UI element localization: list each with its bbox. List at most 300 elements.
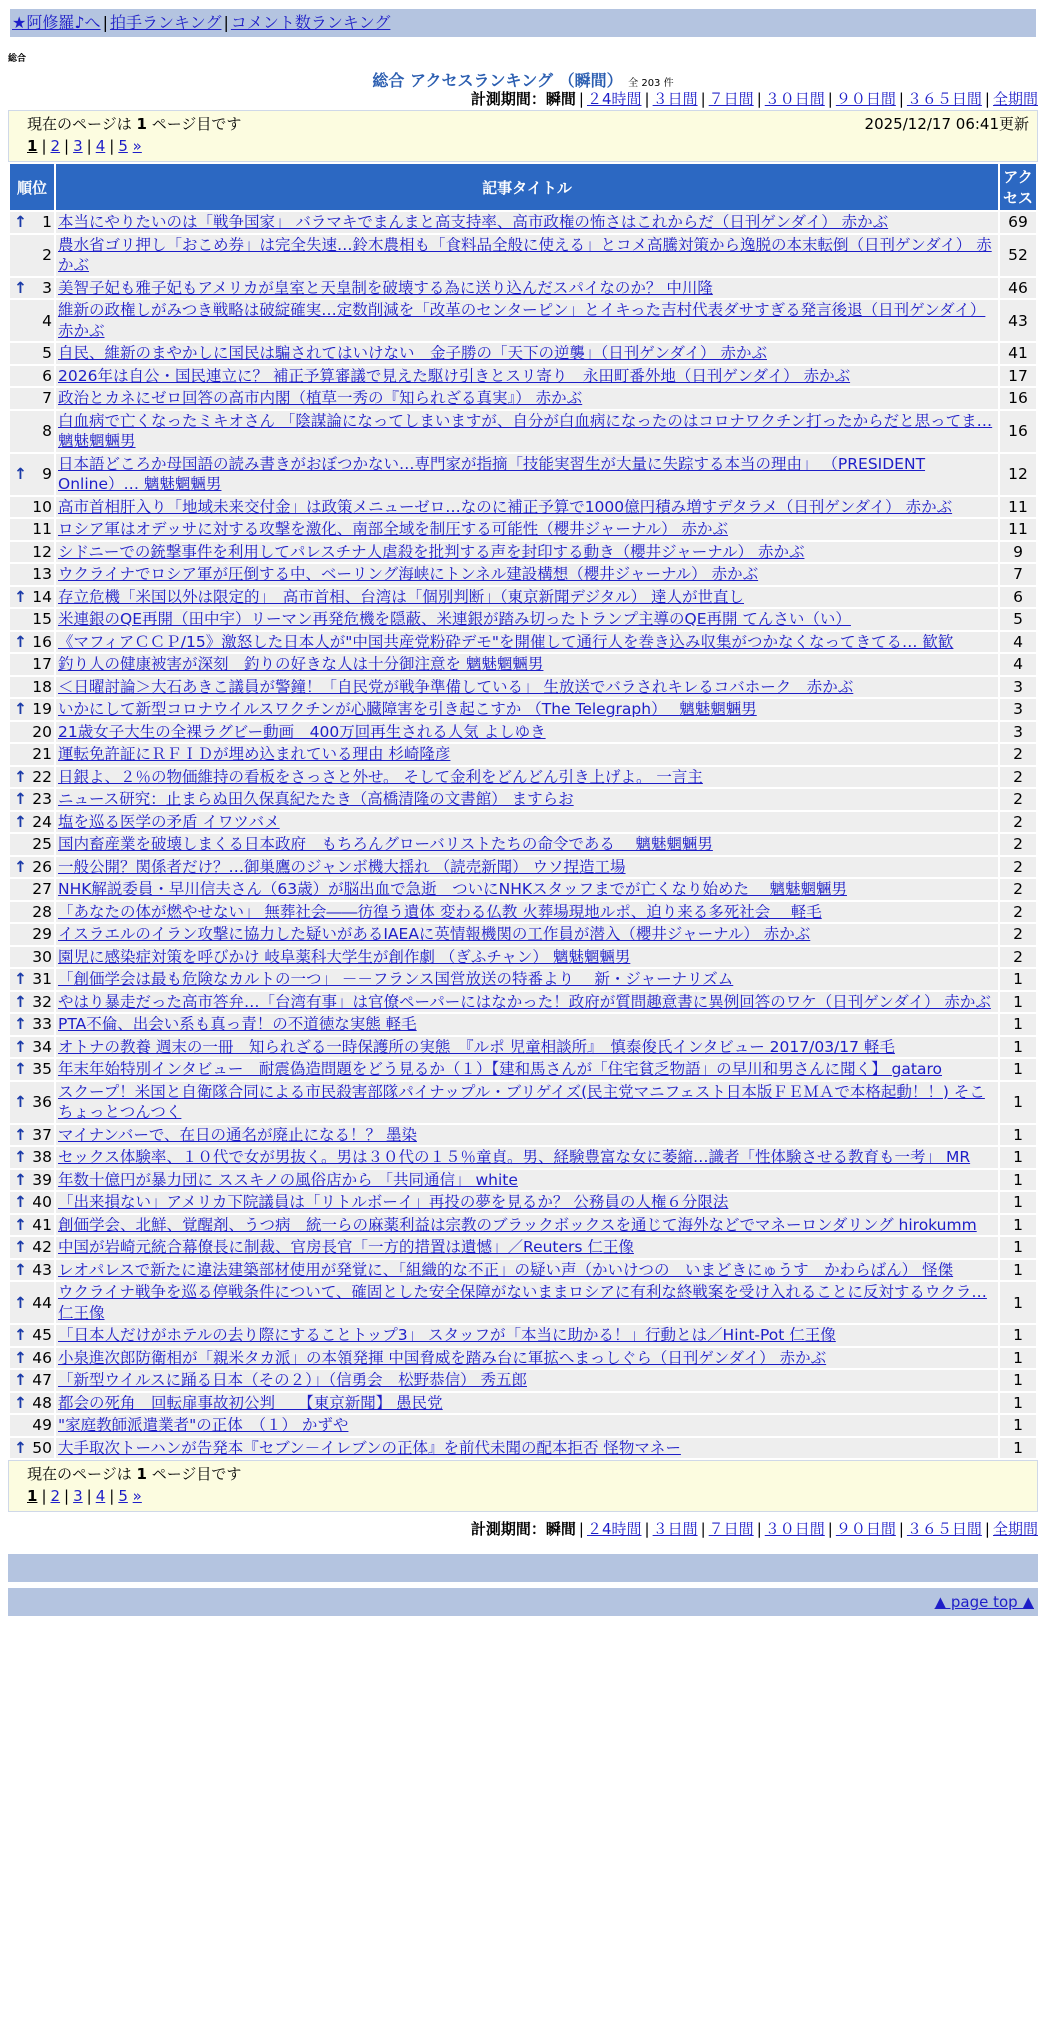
title-cell	[56, 1082, 998, 1123]
access-count: 2	[1000, 879, 1036, 900]
rank-number: 50	[32, 1438, 52, 1457]
page-link[interactable]: 5	[118, 137, 128, 155]
title-cell	[56, 300, 998, 341]
rank-cell	[10, 992, 54, 1013]
access-count: 1	[1000, 1260, 1036, 1281]
rank-number: 2	[42, 246, 52, 264]
rank-number: 45	[32, 1326, 52, 1345]
title-cell	[56, 677, 998, 698]
article-link[interactable]: 釣り人の健康被害が深刻 釣りの好きな人は十分御注意を 魑魅魍魎男	[58, 655, 544, 673]
article-link[interactable]: ロシア軍はオデッサに対する攻撃を激化、南部全域を制圧する可能性（櫻井ジャーナル） 赤かぶ	[58, 520, 729, 538]
rank-up-arrow-icon: ↑	[14, 632, 27, 651]
article-link[interactable]: 「創価学会は最も危険なカルトの一つ」 －－フランス国営放送の特番より 新・ジャーナリズム	[58, 970, 734, 988]
rank-up-arrow-icon: ↑	[14, 767, 27, 786]
table-row	[10, 879, 1036, 900]
rank-up-arrow-icon: ↑	[14, 857, 27, 876]
rank-up-arrow-icon: ↑	[14, 1193, 27, 1212]
rank-cell	[10, 587, 54, 608]
rank-cell	[10, 857, 54, 878]
access-count: 4	[1000, 632, 1036, 653]
access-count: 1	[1000, 1370, 1036, 1391]
page-link[interactable]: 2	[50, 137, 61, 155]
article-link[interactable]: 一般公開？関係者だけ？…御巣鷹のジャンボ機大揺れ （読売新聞） ウソ捏造工場	[58, 857, 626, 876]
article-link[interactable]: "家庭教師派遣業者"の正体 （１） かずや	[58, 1416, 349, 1434]
access-count: 1	[1000, 1059, 1036, 1080]
page-current: 1	[27, 137, 38, 155]
period-separator: |	[578, 90, 584, 108]
rank-number: 48	[32, 1393, 52, 1412]
access-count: 1	[1000, 992, 1036, 1013]
rank-cell	[10, 411, 54, 452]
rank-number: 8	[42, 422, 52, 440]
access-count: 1	[1000, 1215, 1036, 1236]
table-row	[10, 969, 1036, 990]
access-count: 1	[1000, 1438, 1036, 1459]
article-link[interactable]: 運転免許証にＲＦＩＤが埋め込まれている理由 杉崎隆彦	[58, 745, 451, 763]
article-link[interactable]: 2026年は自公・国民連立に？ 補正予算審議で見えた駆け引きとスリ寄り 永田町番外地（日刊ゲンダイ） 赤かぶ	[58, 366, 851, 385]
article-link[interactable]: 小泉進次郎防衛相が「親米タカ派」の本領発揮 中国脅威を踏み台に軍拡へまっしぐら（日刊ゲンダイ） 赤かぶ	[58, 1348, 827, 1367]
period-link[interactable]: ９０日間	[835, 90, 896, 108]
rank-up-arrow-icon: ↑	[14, 1326, 27, 1345]
article-link[interactable]: いかにして新型コロナウイルスワクチンが心臓障害を引き起こすか （The Telegraph） 魑魅魍魎男	[58, 700, 757, 718]
period-link[interactable]: ３日間	[652, 90, 698, 108]
home-link[interactable]: ★阿修羅♪へ	[12, 13, 101, 32]
page-link[interactable]: 3	[73, 1487, 83, 1505]
article-link[interactable]: ウクライナでロシア軍が圧倒する中、ベーリング海峡にトンネル建設構想（櫻井ジャーナル） 赤かぶ	[58, 565, 759, 583]
article-link[interactable]: 「あなたの体が燃やせない」 無葬社会――彷徨う遺体 変わる仏教 火葬場現地ルポ、迫り来る多死社会 軽毛	[58, 902, 822, 921]
rank-number: 19	[32, 700, 52, 719]
article-link[interactable]: ニュース研究：止まらぬ田久保真紀たたき（高橋清隆の文書館） ますらお	[58, 790, 574, 808]
title-cell	[56, 879, 998, 900]
rank-up-arrow-icon: ↑	[14, 1348, 27, 1367]
article-link[interactable]: 日銀よ、２％の物価維持の看板をさっさと外せ。 そして金利をどんどん引き上げよ。 一言主	[58, 767, 703, 786]
article-link[interactable]: 《マフィアＣＣＰ/15》激怒した日本人が"中国共産党粉砕デモ"を開催して通行人を巻き込み収集がつかなくなってきてる… 歓歓	[58, 632, 954, 651]
pager-bottom	[8, 1460, 1038, 1512]
access-count: 17	[1000, 366, 1036, 387]
period-separator: |	[700, 1520, 706, 1538]
rank-number: 39	[32, 1170, 52, 1189]
rank-number: 22	[32, 767, 52, 786]
access-count: 43	[1000, 300, 1036, 341]
rank-number: 4	[42, 311, 52, 330]
article-link[interactable]: 維新の政権しがみつき戦略は破綻確実…定数削減を「改革のセンターピン」とイキった吉村代表ダサすぎる発言後退（日刊ゲンダイ） 赤かぶ	[58, 301, 986, 340]
page-separator: |	[109, 137, 115, 155]
rank-cell	[10, 300, 54, 341]
next-page-link[interactable]: »	[132, 137, 142, 155]
period-link[interactable]: ３０日間	[764, 90, 825, 108]
rank-up-arrow-icon: ↑	[14, 1037, 27, 1056]
table-row	[10, 1170, 1036, 1191]
article-link[interactable]: 農水省ゴリ押し「おこめ券」は完全失速…鈴木農相も「食料品全般に使える」とコメ高騰対策から逸脱の本末転倒（日刊ゲンダイ） 赤かぶ	[58, 235, 992, 274]
rank-cell	[10, 722, 54, 743]
rank-cell	[10, 654, 54, 675]
page-link[interactable]: 2	[50, 1487, 61, 1505]
rank-number: 27	[32, 880, 52, 899]
table-row	[10, 834, 1036, 855]
title-cell	[56, 235, 998, 276]
rank-number: 29	[32, 925, 52, 944]
page-status: 現在のページは 1 ページ目です	[27, 115, 242, 133]
access-count: 1	[1000, 1325, 1036, 1346]
nav-separator: |	[102, 13, 108, 32]
rank-cell	[10, 879, 54, 900]
rank-cell	[10, 677, 54, 698]
nav-separator: |	[223, 13, 229, 32]
period-link[interactable]: ７日間	[708, 90, 754, 108]
article-link[interactable]: イスラエルのイラン攻撃に協力した疑いがあるIAEAに英情報機関の工作員が潜入（櫻井ジャーナル） 赤かぶ	[58, 925, 811, 943]
article-link[interactable]: 白血病で亡くなったミキオさん 「陰謀論になってしまいますが、自分が白血病になったのはコロナワクチン打ったからだと思ってま… 魑魅魍魎男	[58, 411, 993, 450]
rank-cell	[10, 1325, 54, 1346]
access-count: 11	[1000, 519, 1036, 540]
access-count: 3	[1000, 699, 1036, 720]
rank-number: 34	[32, 1037, 52, 1056]
period-separator: |	[644, 1520, 650, 1538]
rank-cell	[10, 235, 54, 276]
rank-number: 5	[42, 344, 52, 363]
access-count: 1	[1000, 1237, 1036, 1258]
table-row	[10, 947, 1036, 968]
title-cell	[56, 1282, 998, 1323]
period-current: 瞬間	[545, 1520, 576, 1538]
rank-cell	[10, 1059, 54, 1080]
rank-number: 33	[32, 1015, 52, 1034]
rank-cell	[10, 1125, 54, 1146]
rank-number: 12	[32, 542, 52, 561]
rank-number: 47	[32, 1371, 52, 1390]
article-link[interactable]: オトナの教養 週末の一冊 知られざる一時保護所の実態 『ルポ 児童相談所』 慎泰俊氏インタビュー 2017/03/17 軽毛	[58, 1037, 895, 1056]
access-count: 1	[1000, 1170, 1036, 1191]
table-row	[10, 1415, 1036, 1436]
period-selector-bottom	[0, 1518, 1038, 1540]
access-count: 2	[1000, 857, 1036, 878]
title-cell	[56, 924, 998, 945]
rank-cell	[10, 632, 54, 653]
access-count: 3	[1000, 677, 1036, 698]
page-separator: |	[41, 1487, 47, 1505]
table-row	[10, 812, 1036, 833]
rank-number: 25	[32, 835, 52, 854]
page-separator: |	[86, 1487, 92, 1505]
rank-up-arrow-icon: ↑	[14, 1393, 27, 1412]
rank-up-arrow-icon: ↑	[14, 1371, 27, 1390]
title-cell	[56, 454, 998, 495]
ranking-table	[8, 162, 1038, 1460]
page-top-bar	[8, 1588, 1038, 1616]
article-link[interactable]: レオパレスで新たに違法建築部材使用が発覚に、「組織的な不正」の疑い声（かいけつの いまどきにゅうす かわらばん） 怪傑	[58, 1260, 954, 1279]
access-count: 5	[1000, 609, 1036, 630]
rank-number: 32	[32, 992, 52, 1011]
article-link[interactable]: 年末年始特別インタビュー 耐震偽造問題をどう見るか（１）【建和馬さんが「住宅貧乏物語」の早川和男さんに聞く】 gataro	[58, 1060, 942, 1078]
title-cell	[56, 278, 998, 299]
table-row	[10, 587, 1036, 608]
table-row	[10, 1059, 1036, 1080]
rank-up-arrow-icon: ↑	[14, 1093, 27, 1111]
rank-cell	[10, 1215, 54, 1236]
title-cell	[56, 1237, 998, 1258]
article-link[interactable]: 「出来損ない」アメリカ下院議員は「リトルボーイ」再投の夢を見るか？ 公務員の人権６分限法	[58, 1193, 729, 1211]
period-link[interactable]: ７日間	[708, 1520, 754, 1538]
page-link[interactable]: 4	[95, 1487, 106, 1505]
article-link[interactable]: 中国が岩崎元統合幕僚長に制裁、官房長官「一方的措置は遺憾」／Reuters 仁王像	[58, 1238, 634, 1256]
title-cell	[56, 1393, 998, 1414]
page-separator: |	[86, 137, 92, 155]
page-current: 1	[27, 1487, 38, 1505]
title-cell	[56, 1438, 998, 1459]
period-separator: |	[827, 90, 833, 108]
rank-up-arrow-icon: ↑	[14, 1438, 27, 1457]
title-cell	[56, 542, 998, 563]
rank-up-arrow-icon: ↑	[14, 587, 27, 606]
period-separator: |	[984, 90, 990, 108]
rank-number: 13	[32, 565, 52, 584]
article-link[interactable]: シドニーでの銃撃事件を利用してパレスチナ人虐殺を批判する声を封印する動き（櫻井ジャーナル） 赤かぶ	[58, 542, 805, 561]
article-link[interactable]: やはり暴走だった高市答弁…「台湾有事」は官僚ペーパーにはなかった！政府が質問趣意書に異例回答のワケ（日刊ゲンダイ） 赤かぶ	[58, 992, 991, 1011]
page-link[interactable]: 5	[118, 1487, 128, 1505]
period-link[interactable]: ３０日間	[764, 1520, 825, 1538]
table-row	[10, 1037, 1036, 1058]
period-current: 瞬間	[545, 90, 576, 108]
period-link[interactable]: ３６５日間	[906, 90, 982, 108]
access-count: 2	[1000, 744, 1036, 765]
table-row	[10, 343, 1036, 364]
rank-number: 38	[32, 1148, 52, 1167]
rank-cell	[10, 212, 54, 233]
rank-cell	[10, 1037, 54, 1058]
rank-cell	[10, 388, 54, 409]
table-row	[10, 1370, 1036, 1391]
period-link[interactable]: ９０日間	[835, 1520, 896, 1538]
article-link[interactable]: PTA不倫、出会い系も真っ青！の不道徳な実態 軽毛	[58, 1015, 417, 1033]
title-cell	[56, 1215, 998, 1236]
title-cell	[56, 1014, 998, 1035]
access-count: 2	[1000, 789, 1036, 810]
table-row	[10, 411, 1036, 452]
rank-cell	[10, 834, 54, 855]
rank-cell	[10, 947, 54, 968]
rank-cell	[10, 1237, 54, 1258]
title-cell	[56, 789, 998, 810]
access-count: 3	[1000, 722, 1036, 743]
access-count: 9	[1000, 542, 1036, 563]
title-cell	[56, 947, 998, 968]
table-row	[10, 1325, 1036, 1346]
access-count: 2	[1000, 947, 1036, 968]
article-link[interactable]: 年数十億円が暴力団に ススキノの風俗店から 「共同通信」 white	[58, 1170, 518, 1189]
rank-up-arrow-icon: ↑	[14, 970, 27, 989]
rank-cell	[10, 1192, 54, 1213]
pager-top	[8, 110, 1038, 162]
table-row	[10, 1147, 1036, 1168]
article-link[interactable]: 自民、維新のまやかしに国民は騙されてはいけない 金子勝の「天下の逆襲」（日刊ゲンダイ） 赤かぶ	[58, 344, 767, 362]
rank-up-arrow-icon: ↑	[14, 1215, 27, 1234]
title-cell	[56, 366, 998, 387]
table-row	[10, 722, 1036, 743]
rank-up-arrow-icon: ↑	[14, 1260, 27, 1279]
article-link[interactable]: 米連銀のQE再開（田中宇）リーマン再発危機を隠蔽、米連銀が踏み切ったトランプ主導のQE再開 てんさい（い）	[58, 610, 851, 628]
rank-number: 9	[42, 465, 52, 483]
access-count: 12	[1000, 454, 1036, 495]
title-cell	[56, 699, 998, 720]
article-link[interactable]: 創価学会、北鮮、覚醒剤、うつ病 統一らの麻薬利益は宗教のブラックボックスを通じて海外などでマネーロンダリング hirokumm	[58, 1215, 977, 1234]
title-cell	[56, 1325, 998, 1346]
total-count: 全 203 件	[628, 78, 674, 89]
period-link[interactable]: ２4時間	[586, 90, 642, 108]
article-link[interactable]: 政治とカネにゼロ回答の高市内閣（植草一秀の『知られざる真実』） 赤かぶ	[58, 389, 583, 407]
title-cell	[56, 497, 998, 518]
access-count: 1	[1000, 1125, 1036, 1146]
article-link[interactable]: セックス体験率、１０代で女が男抜く。男は３０代の１５％童貞。男、経験豊富な女に萎縮…識者「性体験させる教育も一考」 MR	[58, 1148, 971, 1166]
access-count: 1	[1000, 969, 1036, 990]
article-link[interactable]: 「新型ウイルスに踊る日本（その２）」（信勇会 松野恭信） 秀五郎	[58, 1371, 527, 1389]
title-cell	[56, 834, 998, 855]
title-cell	[56, 654, 998, 675]
title-cell	[56, 632, 998, 653]
title-cell	[56, 519, 998, 540]
rank-up-arrow-icon: ↑	[14, 1060, 27, 1079]
rank-number: 16	[32, 632, 52, 651]
period-label: 計測期間：	[470, 1520, 546, 1538]
period-link[interactable]: ２4時間	[586, 1520, 642, 1538]
access-count: 1	[1000, 1393, 1036, 1414]
rank-number: 23	[32, 790, 52, 809]
rank-cell	[10, 1260, 54, 1281]
rank-number: 49	[32, 1416, 52, 1435]
rank-cell	[10, 343, 54, 364]
rank-cell	[10, 542, 54, 563]
article-link[interactable]: 園児に感染症対策を呼びかけ 岐阜薬科大学生が創作劇 （ぎふチャン） 魑魅魍魎男	[58, 947, 631, 966]
title-cell	[56, 411, 998, 452]
rank-up-arrow-icon: ↑	[14, 790, 27, 809]
table-row	[10, 632, 1036, 653]
table-row	[10, 212, 1036, 233]
title-cell	[56, 1147, 998, 1168]
access-count: 16	[1000, 388, 1036, 409]
table-row	[10, 992, 1036, 1013]
table-row	[10, 902, 1036, 923]
article-link[interactable]: マイナンバーで、在日の通名が廃止になる！？ 墨染	[58, 1125, 417, 1144]
rank-number: 36	[32, 1093, 52, 1111]
title-cell	[56, 343, 998, 364]
applause-ranking-link[interactable]: 拍手ランキング	[109, 13, 222, 32]
page-link[interactable]: 3	[73, 137, 83, 155]
rank-number: 18	[32, 677, 52, 696]
article-link[interactable]: 21歳女子大生の全裸ラグビー動画 400万回再生される人気 よしゆき	[58, 722, 546, 741]
rank-number: 7	[42, 389, 52, 408]
period-link[interactable]: 全期間	[992, 1520, 1038, 1538]
period-link[interactable]: ３６５日間	[906, 1520, 982, 1538]
access-column-header: アクセス	[1000, 164, 1036, 210]
page-separator: |	[64, 1487, 70, 1505]
article-link[interactable]: 「日本人だけがホテルの去り際にすることトップ3」 スタッフが「本当に助かる！」行動とは／Hint-Pot 仁王像	[58, 1326, 836, 1344]
rank-number: 15	[32, 610, 52, 629]
table-row	[10, 699, 1036, 720]
period-separator: |	[756, 1520, 762, 1538]
article-link[interactable]: ウクライナ戦争を巡る停戦条件について、確固とした安全保障がないままロシアに有利な終戦案を受け入れることに反対するウクラ… 仁王像	[58, 1283, 987, 1322]
article-link[interactable]: 国内畜産業を破壊しまくる日本政府 もちろんグローバリストたちの命令である 魑魅魍魎男	[58, 835, 713, 853]
access-count: 7	[1000, 564, 1036, 585]
article-link[interactable]: 塩を巡る医学の矛盾 イワツバメ	[58, 812, 280, 831]
rank-cell	[10, 564, 54, 585]
rank-cell	[10, 497, 54, 518]
comment-ranking-link[interactable]: コメント数ランキング	[230, 13, 391, 32]
period-separator: |	[984, 1520, 990, 1538]
rank-cell	[10, 789, 54, 810]
rank-cell	[10, 366, 54, 387]
access-count: 69	[1000, 212, 1036, 233]
pagination	[27, 135, 1029, 157]
title-cell	[56, 1037, 998, 1058]
page-link[interactable]: 4	[95, 137, 106, 155]
title-column-header: 記事タイトル	[56, 164, 998, 210]
page-separator: |	[41, 137, 47, 155]
article-link[interactable]: 存立危機「米国以外は限定的」 高市首相、台湾は「個別判断」（東京新聞デジタル） 達人が世直し	[58, 587, 745, 606]
period-link[interactable]: 全期間	[992, 90, 1038, 108]
article-link[interactable]: 大手取次トーハンが告発本『セブン－イレブンの正体』を前代未聞の配本拒否 怪物マネー	[58, 1438, 681, 1457]
rank-cell	[10, 609, 54, 630]
rank-cell	[10, 1348, 54, 1369]
rank-number: 6	[42, 366, 52, 385]
title-cell	[56, 902, 998, 923]
rank-cell	[10, 902, 54, 923]
rank-cell	[10, 699, 54, 720]
title-cell	[56, 609, 998, 630]
rank-cell	[10, 1282, 54, 1323]
title-cell	[56, 1415, 998, 1436]
rank-up-arrow-icon: ↑	[14, 992, 27, 1011]
table-row	[10, 767, 1036, 788]
rank-number: 14	[32, 587, 52, 606]
next-page-link[interactable]: »	[132, 1487, 142, 1505]
rank-number: 1	[42, 213, 52, 232]
period-link[interactable]: ３日間	[652, 1520, 698, 1538]
article-link[interactable]: ＜日曜討論＞大石あきこ議員が警鐘！「自民党が戦争準備している」 生放送でバラされキレるコバホーク 赤かぶ	[58, 677, 854, 696]
article-link[interactable]: 美智子妃も雅子妃もアメリカが皇室と天皇制を破壊する為に送り込んだスパイなのか？ 中川隆	[58, 278, 713, 297]
table-row	[10, 388, 1036, 409]
rank-cell	[10, 767, 54, 788]
access-count: 2	[1000, 902, 1036, 923]
rank-number: 3	[42, 278, 52, 297]
access-count: 1	[1000, 1348, 1036, 1369]
table-row	[10, 744, 1036, 765]
rank-number: 11	[32, 520, 52, 539]
page-top-link[interactable]: ▲ page top ▲	[934, 1593, 1034, 1611]
table-row	[10, 278, 1036, 299]
article-link[interactable]: 高市首相肝入り「地域未来交付金」は政策メニューゼロ…なのに補正予算で1000億円積み増すデタラメ（日刊ゲンダイ） 赤かぶ	[58, 497, 953, 516]
page-status: 現在のページは 1 ページ目です	[27, 1465, 242, 1483]
table-row	[10, 497, 1036, 518]
rank-cell	[10, 924, 54, 945]
rank-number: 31	[32, 970, 52, 989]
period-selector	[0, 88, 1038, 110]
title-cell	[56, 1370, 998, 1391]
article-link[interactable]: 日本語どころか母国語の読み書きがおぼつかない…専門家が指摘「技能実習生が大量に失踪する本当の理由」 （PRESIDENT Online）… 魑魅魍魎男	[58, 454, 926, 493]
rank-cell	[10, 1415, 54, 1436]
article-link[interactable]: スクープ！米国と自衛隊合同による市民殺害部隊パイナップル・ブリゲイズ(民主党マニフェスト日本版ＦＥＭＡで本格起動！！) そこちょっとつんつく	[58, 1082, 985, 1121]
title-cell	[56, 1125, 998, 1146]
table-row	[10, 1014, 1036, 1035]
article-link[interactable]: 本当にやりたいのは「戦争国家」 バラマキでまんまと高支持率、高市政権の怖さはこれからだ（日刊ゲンダイ） 赤かぶ	[58, 213, 889, 231]
article-link[interactable]: NHK解説委員・早川信夫さん（63歳）が脳出血で急逝 ついにNHKスタッフまでが亡くなり始めた 魑魅魍魎男	[58, 880, 847, 898]
access-count: 1	[1000, 1082, 1036, 1123]
rank-cell	[10, 969, 54, 990]
access-count: 2	[1000, 924, 1036, 945]
table-row	[10, 542, 1036, 563]
rank-up-arrow-icon: ↑	[14, 1170, 27, 1189]
period-separator: |	[827, 1520, 833, 1538]
article-link[interactable]: 都会の死角 回転扉事故初公判 【東京新聞】 愚民党	[58, 1393, 443, 1412]
rank-number: 10	[32, 497, 52, 516]
access-count: 46	[1000, 278, 1036, 299]
